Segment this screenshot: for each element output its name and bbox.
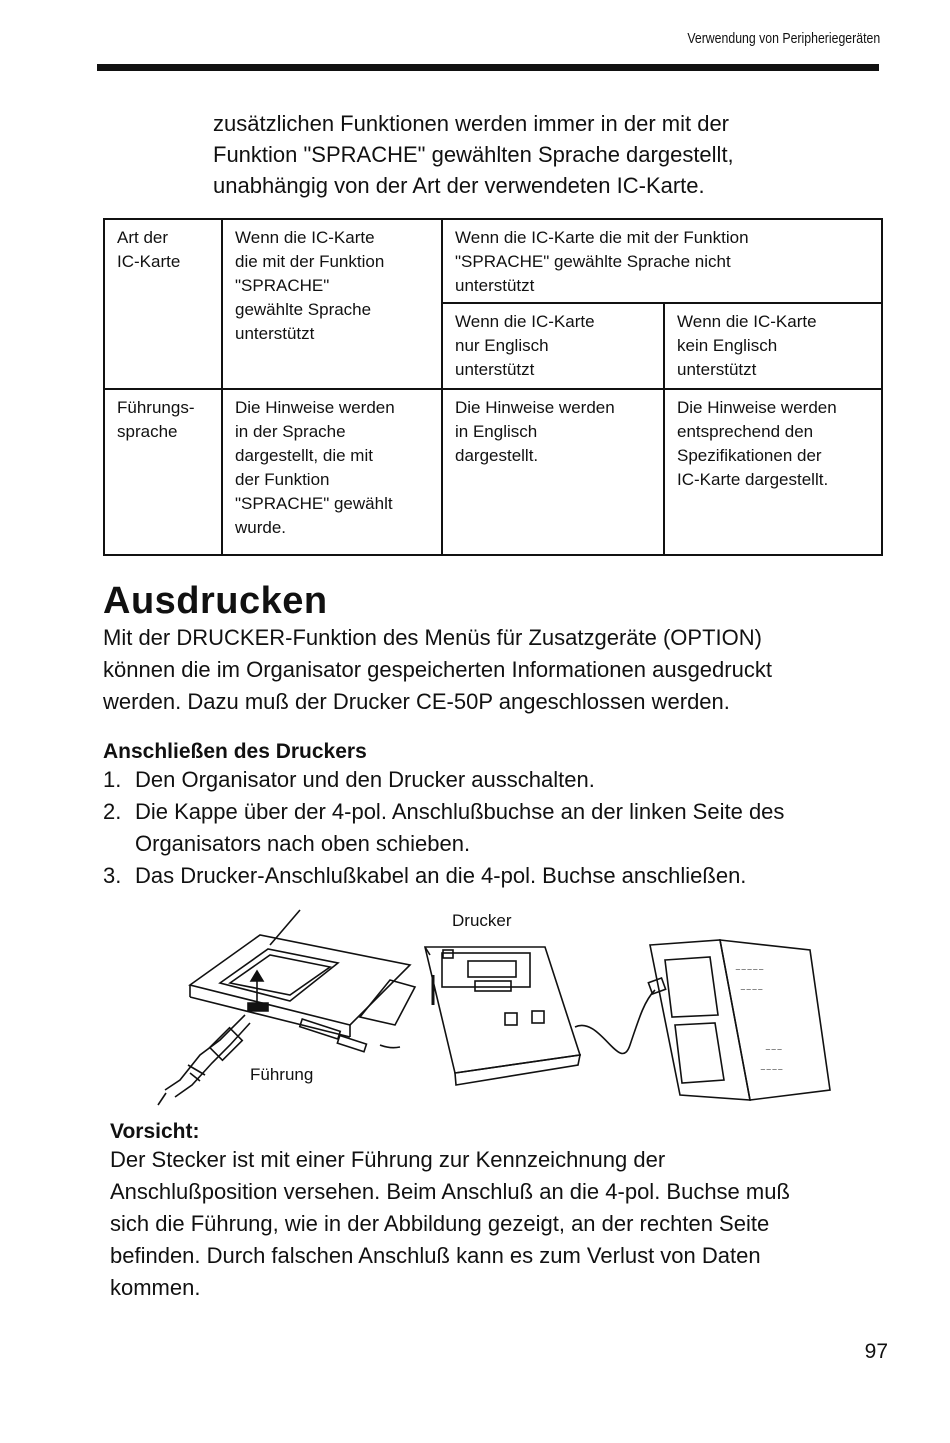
- table-cell-supported: [222, 389, 442, 555]
- table-text: Art der: [117, 228, 169, 247]
- table-text: unterstützt: [235, 324, 315, 343]
- table-row-header-guide-language: [104, 389, 222, 555]
- svg-text:⁻⁻⁻⁻: ⁻⁻⁻⁻: [740, 986, 764, 998]
- step-number: 1.: [103, 767, 122, 792]
- paragraph-line: Mit der DRUCKER-Funktion des Menüs für Zusatzgeräte (OPTION): [103, 625, 762, 650]
- subsection-title: Anschließen des Druckers: [103, 740, 367, 763]
- list-item: [103, 860, 863, 892]
- step-text: Die Kappe über der 4-pol. Anschlußbuchse an der linken Seite des: [135, 799, 785, 824]
- table-text: dargestellt.: [455, 446, 539, 465]
- svg-text:⁻⁻⁻: ⁻⁻⁻: [765, 1046, 783, 1058]
- table-text: Wenn die IC-Karte: [677, 312, 817, 331]
- header-rule: [97, 64, 879, 71]
- table-cell-spec: [664, 389, 882, 555]
- table-text: unterstützt: [677, 360, 757, 379]
- organizer-drawing: [190, 910, 415, 1052]
- table-text: Spezifikationen der: [677, 446, 822, 465]
- list-item: [103, 764, 863, 796]
- table-text: unterstützt: [455, 360, 535, 379]
- table-text: "SPRACHE": [235, 276, 330, 295]
- table-text: "SPRACHE" gewählt: [235, 494, 393, 513]
- table-sub-no-english: [664, 303, 882, 389]
- svg-text:⁻⁻⁻⁻: ⁻⁻⁻⁻: [760, 1066, 784, 1078]
- table-text: dargestellt, die mit: [235, 446, 373, 465]
- caution-line: befinden. Durch falschen Anschluß kann es zum Verlust von Daten: [110, 1243, 761, 1268]
- printer-drawing: [425, 947, 655, 1085]
- list-item: [103, 796, 863, 860]
- table-col-not-supported: [442, 219, 882, 303]
- running-header: Verwendung von Peripheriegeräten: [687, 30, 880, 47]
- steps-list: [103, 764, 863, 892]
- intro-line: unabhängig von der Art der verwendeten IC-Karte.: [213, 173, 705, 198]
- step-text: Den Organisator und den Drucker ausschalten.: [135, 767, 595, 792]
- label-guide: Führung: [250, 1065, 314, 1084]
- connection-illustration: [150, 905, 850, 1115]
- table-text: Die Hinweise werden: [455, 398, 615, 417]
- caution-title: Vorsicht:: [110, 1120, 200, 1143]
- paragraph-line: werden. Dazu muß der Drucker CE-50P angeschlossen werden.: [103, 689, 730, 714]
- step-text: Organisators nach oben schieben.: [135, 831, 471, 856]
- table-row-header-card-type: [104, 219, 222, 389]
- table-text: IC-Karte: [117, 252, 181, 271]
- table-text: Die Hinweise werden: [677, 398, 837, 417]
- table-text: in der Sprache: [235, 422, 346, 441]
- table-text: unterstützt: [455, 276, 535, 295]
- table-text: nur Englisch: [455, 336, 549, 355]
- table-sub-english-only: [442, 303, 664, 389]
- plug-drawing: [158, 1015, 250, 1105]
- table-text: in Englisch: [455, 422, 538, 441]
- table-text: Wenn die IC-Karte die mit der Funktion: [455, 228, 749, 247]
- paragraph-line: können die im Organisator gespeicherten Informationen ausgedruckt: [103, 657, 772, 682]
- table-col-supported: [222, 219, 442, 389]
- caution-line: sich die Führung, wie in der Abbildung gezeigt, an der rechten Seite: [110, 1211, 770, 1236]
- table-text: Wenn die IC-Karte: [235, 228, 375, 247]
- section-title: Ausdrucken: [103, 580, 328, 622]
- page-number: 97: [864, 1340, 888, 1363]
- language-table: [103, 218, 883, 556]
- caution-line: Der Stecker ist mit einer Führung zur Kennzeichnung der: [110, 1147, 666, 1172]
- table-text: "SPRACHE" gewählte Sprache nicht: [455, 252, 731, 271]
- caution-text: [110, 1144, 870, 1304]
- table-text: gewählte Sprache: [235, 300, 372, 319]
- label-printer: Drucker: [452, 911, 512, 930]
- table-text: Führungs-: [117, 398, 195, 417]
- caution-line: Anschlußposition versehen. Beim Anschluß an die 4-pol. Buchse muß: [110, 1179, 790, 1204]
- step-number: 2.: [103, 799, 122, 824]
- caution-line: kommen.: [110, 1275, 201, 1300]
- table-text: entsprechend den: [677, 422, 814, 441]
- table-cell-english: [442, 389, 664, 555]
- table-text: IC-Karte dargestellt.: [677, 470, 829, 489]
- intro-line: zusätzlichen Funktionen werden immer in der mit der: [213, 111, 730, 136]
- table-text: wurde.: [235, 518, 287, 537]
- step-number: 3.: [103, 863, 122, 888]
- svg-text:⁻⁻⁻⁻⁻: ⁻⁻⁻⁻⁻: [735, 966, 765, 978]
- table-text: die mit der Funktion: [235, 252, 385, 271]
- section-paragraph: [103, 622, 863, 718]
- table-text: der Funktion: [235, 470, 330, 489]
- step-text: Das Drucker-Anschlußkabel an die 4-pol. Buchse anschließen.: [135, 863, 747, 888]
- table-text: sprache: [117, 422, 178, 441]
- table-text: Die Hinweise werden: [235, 398, 395, 417]
- intro-paragraph: [213, 108, 813, 201]
- table-text: kein Englisch: [677, 336, 778, 355]
- organizer-open-drawing: [648, 940, 830, 1100]
- intro-line: Funktion "SPRACHE" gewählten Sprache dargestellt,: [213, 142, 734, 167]
- table-text: Wenn die IC-Karte: [455, 312, 595, 331]
